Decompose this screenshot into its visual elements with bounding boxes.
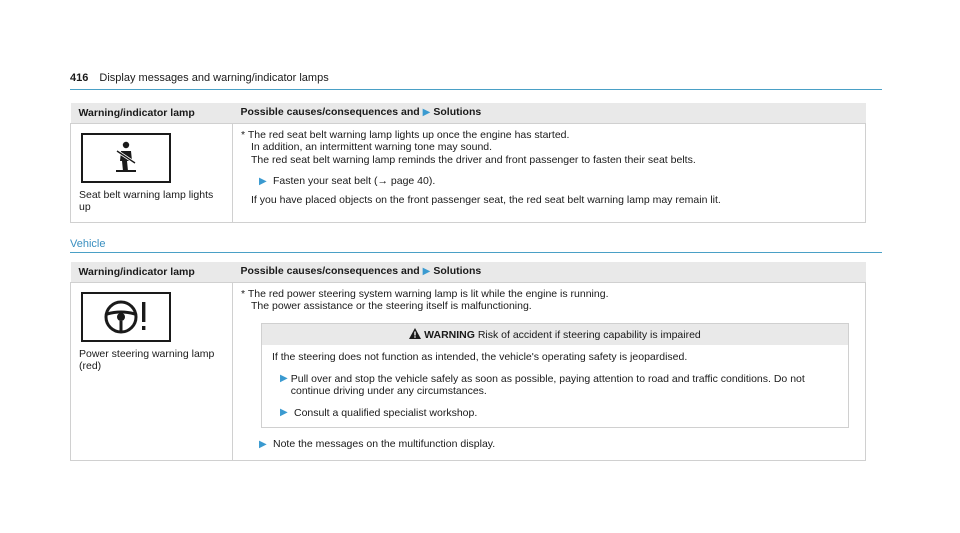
steering-lamp-box (81, 292, 171, 342)
cause-line-3: The red seat belt warning lamp reminds the driver and front passenger to fasten their seat belts. (251, 153, 696, 166)
lamp-name: Power steering warning lamp (red) (79, 347, 215, 372)
warning-action-2 (272, 407, 838, 420)
action-text: Note the messages on the multifunction display. (273, 438, 496, 450)
warning-action-1-text: Pull over and stop the vehicle safely as soon as possible, paying attention to road and traffic conditions. Do not continue driving under any circumstances. (290, 372, 805, 397)
triangle-right-icon: ▶ (422, 266, 431, 277)
col-solutions-suffix: Solutions (433, 265, 482, 277)
table-header-row (71, 262, 866, 282)
steering-wheel-warning-icon (103, 298, 149, 336)
warning-title: Risk of accident if steering capability is impaired (477, 328, 701, 341)
table-row (71, 123, 866, 222)
section-title: Vehicle (70, 238, 106, 250)
triangle-right-icon: ▶ (259, 439, 267, 450)
warning-body (262, 345, 848, 427)
triangle-right-icon: ▶ (280, 372, 288, 384)
solutions-cell (233, 123, 866, 222)
header-rule (70, 89, 882, 90)
col-solutions-suffix: Solutions (433, 106, 482, 118)
seatbelt-icon (113, 141, 139, 175)
warning-box (261, 323, 849, 429)
action-item (241, 438, 857, 452)
cause-line-1: * The red power steering system warning lamp is lit while the engine is running. (241, 287, 609, 300)
lamp-cell (71, 123, 233, 222)
col-lamp-header: Warning/indicator lamp (71, 262, 233, 282)
power-steering-table (70, 262, 866, 461)
page-number: 416 (70, 72, 89, 84)
solutions-cell (233, 282, 866, 460)
seatbelt-lamp-box (81, 133, 171, 183)
warning-header (262, 324, 848, 346)
table-header-row (71, 103, 866, 123)
cause-line-4: If you have placed objects on the front passenger seat, the red seat belt warning lamp may remain lit. (251, 193, 721, 206)
page-header (70, 72, 880, 84)
col-solutions-prefix: Possible causes/consequences and (240, 265, 420, 277)
col-solutions-prefix: Possible causes/consequences and (240, 106, 420, 118)
cause-line-1: * The red seat belt warning lamp lights up once the engine has started. (241, 128, 570, 141)
table-row (71, 282, 866, 460)
lamp-name: Seat belt warning lamp lights up (79, 188, 214, 213)
warning-triangle-icon (409, 328, 421, 339)
lamp-cell (71, 282, 233, 460)
action-item (241, 175, 857, 189)
section-rule (70, 252, 882, 253)
col-solutions-header (233, 103, 866, 123)
warning-action-1 (272, 373, 838, 398)
action-text: Fasten your seat belt (→ page 40). (273, 175, 436, 187)
warning-label: WARNING (424, 328, 475, 341)
cause-line-2: In addition, an intermittent warning tone may sound. (251, 141, 493, 153)
triangle-right-icon: ▶ (259, 176, 267, 187)
triangle-right-icon: ▶ (280, 406, 288, 418)
cause-line-2: The power assistance or the steering itself is malfunctioning. (251, 300, 532, 312)
page-title: Display messages and warning/indicator lamps (99, 72, 329, 84)
col-lamp-header: Warning/indicator lamp (71, 103, 233, 123)
seatbelt-table (70, 103, 866, 223)
col-solutions-header (233, 262, 866, 282)
warning-text: If the steering does not function as intended, the vehicle's operating safety is jeopardised. (272, 351, 688, 363)
warning-action-2-text: Consult a qualified specialist workshop. (294, 406, 478, 419)
triangle-right-icon: ▶ (422, 107, 431, 118)
